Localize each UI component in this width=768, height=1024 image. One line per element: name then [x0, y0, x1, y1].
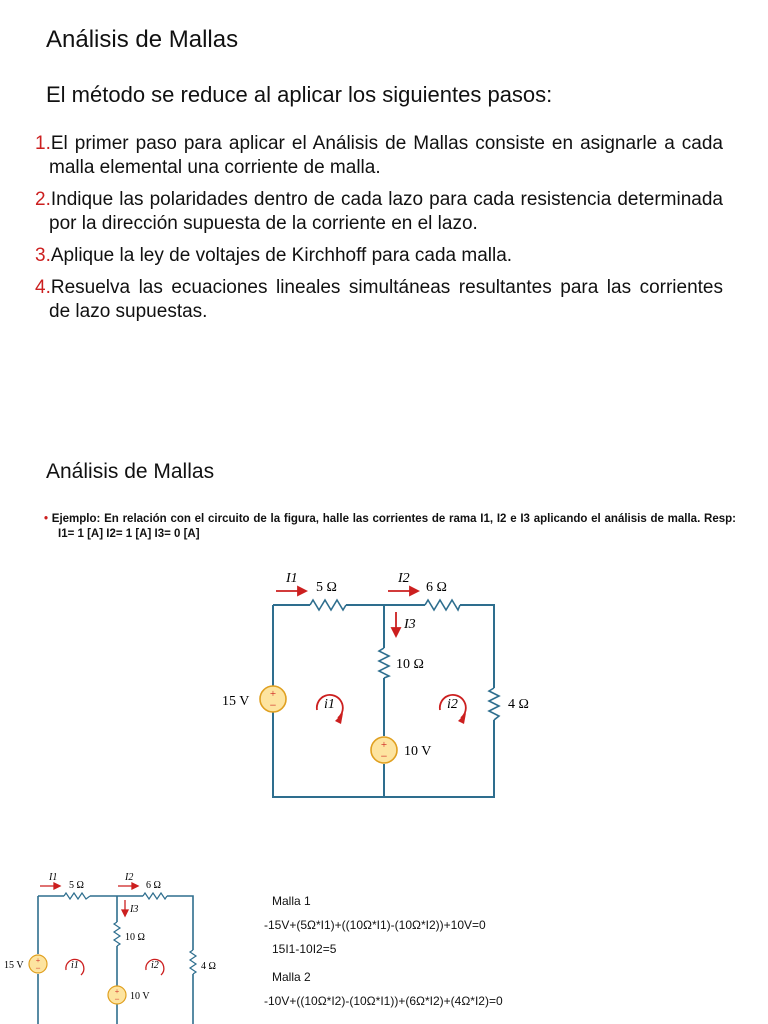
label-4-ohm: 4 Ω [508, 697, 529, 712]
example-lead: Ejemplo: [51, 513, 101, 525]
label-15-v: 15 V [222, 694, 250, 709]
voltage-source-15v [260, 686, 286, 712]
label-6-ohm: 6 Ω [146, 880, 161, 891]
label-mesh-i2: i2 [447, 697, 458, 712]
slide-subtitle: El método se reduce al aplicar los siguientes pasos: [46, 82, 553, 107]
voltage-source-15v [29, 955, 47, 973]
label-mesh-i1: i1 [71, 960, 79, 971]
label-10-v: 10 V [404, 744, 432, 759]
minus-sign: − [380, 749, 388, 763]
label-i2-branch: I2 [125, 872, 134, 883]
label-10-v: 10 V [130, 991, 150, 1002]
slide-title: Análisis de Mallas [46, 26, 239, 53]
step-text: Resuelva las ecuaciones lineales simultáneas resultantes para las corrientes de lazo supuestas. [49, 277, 723, 322]
label-i3-branch: I3 [130, 904, 139, 915]
step-number: 3. [35, 245, 51, 266]
resistor-4-ohm [489, 688, 499, 720]
mesh-arrowhead [458, 713, 466, 724]
malla1-simplified: 15I1-10I2=5 [272, 942, 337, 956]
step-item [35, 276, 723, 324]
malla2-equation: -10V+((10Ω*I2)-(10Ω*I1))+(6Ω*I2)+(4Ω*I2)=0 [264, 994, 503, 1008]
resistor-10-ohm [114, 922, 120, 946]
mesh-loop-arrows [66, 959, 164, 975]
step-text: El primer paso para aplicar el Análisis de Mallas consiste en asignarle a cada malla elemental una corriente de malla. [49, 133, 723, 178]
label-4-ohm: 4 Ω [201, 961, 216, 972]
resistor-10-ohm [379, 648, 389, 678]
circuit-wires [273, 605, 494, 797]
step-text: Aplique la ley de voltajes de Kirchhoff para cada malla. [50, 245, 513, 266]
step-item [35, 188, 723, 236]
mesh-arrowhead [335, 713, 343, 724]
label-6-ohm: 6 Ω [426, 580, 447, 595]
circuit-diagram-small [0, 866, 240, 1024]
plus-sign: + [114, 987, 120, 996]
step-text: Indique las polaridades dentro de cada lazo para cada resistencia determinada por la dirección supuesta de la corriente en el lazo. [49, 189, 723, 234]
plus-sign: + [35, 956, 41, 965]
slide2-title: Análisis de Mallas [46, 460, 215, 483]
minus-sign: − [35, 963, 41, 973]
step-number: 1. [35, 133, 51, 154]
malla1-label: Malla 1 [272, 894, 311, 908]
plus-sign: + [269, 688, 277, 700]
resistor-5-ohm [310, 600, 346, 610]
voltage-source-10v [371, 737, 397, 763]
resistor-6-ohm [143, 893, 167, 899]
malla2-label: Malla 2 [272, 970, 311, 984]
step-item [35, 244, 723, 268]
minus-sign: − [269, 698, 277, 712]
circuit-wires [35, 896, 193, 1024]
step-number: 2. [35, 189, 51, 210]
label-mesh-i1: i1 [324, 697, 335, 712]
plus-sign: + [380, 739, 388, 751]
resistor-4-ohm [190, 950, 196, 974]
label-i1-branch: I1 [49, 872, 58, 883]
label-10-ohm: 10 Ω [396, 657, 424, 672]
label-i2-branch: I2 [398, 571, 410, 586]
voltage-source-10v [108, 986, 126, 1004]
current-arrows [40, 883, 138, 916]
step-item [35, 132, 723, 180]
example-text: En relación con el circuito de la figura, halle las corrientes de rama I1, I2 e I3 aplicando el análisis de malla. Resp: I1= 1 [A] I2= 1 [A] I3= 0 [A] [58, 513, 736, 540]
steps-list [35, 132, 723, 332]
label-5-ohm: 5 Ω [316, 580, 337, 595]
mesh-loop-arrows [317, 695, 466, 718]
label-15-v: 15 V [4, 960, 24, 971]
label-10-ohm: 10 Ω [125, 932, 145, 943]
bullet-marker: • [44, 513, 49, 525]
label-5-ohm: 5 Ω [69, 880, 84, 891]
malla1-equation: -15V+(5Ω*I1)+((10Ω*I1)-(10Ω*I2))+10V=0 [264, 918, 486, 932]
label-i1-branch: I1 [286, 571, 298, 586]
circuit-diagram [210, 560, 550, 810]
current-arrows [276, 587, 418, 636]
label-mesh-i2: i2 [151, 960, 159, 971]
label-i3-branch: I3 [404, 617, 416, 632]
example-paragraph [44, 512, 736, 542]
resistor-5-ohm [64, 893, 90, 899]
minus-sign: − [114, 994, 120, 1004]
step-number: 4. [35, 277, 51, 298]
resistor-6-ohm [425, 600, 460, 610]
